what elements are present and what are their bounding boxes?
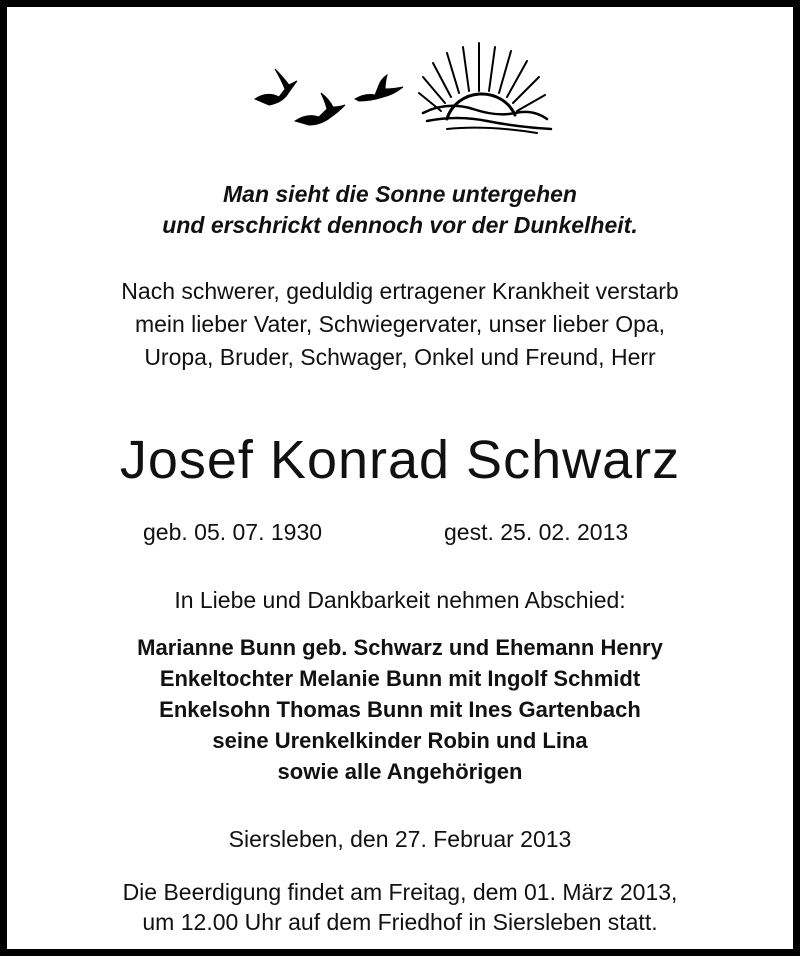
intro-text [7, 275, 793, 374]
birds-and-sunset-illustration [247, 29, 567, 134]
mourner-entry: Enkeltochter Melanie Bunn mit Ingolf Schmidt [159, 666, 641, 691]
funeral-info [7, 877, 793, 937]
motto-quote [7, 179, 793, 241]
farewell-line: In Liebe und Dankbarkeit nehmen Abschied: [174, 587, 626, 613]
mourner-entry: seine Urenkelkinder Robin und Lina [212, 728, 588, 753]
intro-line: Nach schwerer, geduldig ertragener Krankheit verstarb [121, 278, 679, 304]
mourners-list [7, 632, 793, 787]
intro-line: mein lieber Vater, Schwiegervater, unser lieber Opa, [134, 311, 666, 337]
birth-date: geb. 05. 07. 1930 [143, 519, 323, 545]
deceased-name: Josef Konrad Schwarz [119, 430, 681, 490]
mourner-entry: sowie alle Angehörigen [277, 759, 523, 784]
flying-birds-icon [255, 69, 403, 125]
death-date: gest. 25. 02. 2013 [444, 519, 629, 545]
mourner-entry: Marianne Bunn geb. Schwarz und Ehemann Henry [137, 635, 663, 660]
motto-line: Man sieht die Sonne untergehen [223, 181, 577, 207]
funeral-line: Die Beerdigung findet am Freitag, dem 01. März 2013, [122, 879, 678, 905]
mourner-entry: Enkelsohn Thomas Bunn mit Ines Gartenbach [159, 697, 641, 722]
motto-line: und erschrickt dennoch vor der Dunkelheit. [162, 212, 638, 238]
funeral-line: um 12.00 Uhr auf dem Friedhof in Siersleben statt. [142, 909, 658, 935]
setting-sun-icon [419, 43, 551, 133]
place-and-date: Siersleben, den 27. Februar 2013 [228, 826, 572, 852]
intro-line: Uropa, Bruder, Schwager, Onkel und Freund, Herr [144, 344, 656, 370]
